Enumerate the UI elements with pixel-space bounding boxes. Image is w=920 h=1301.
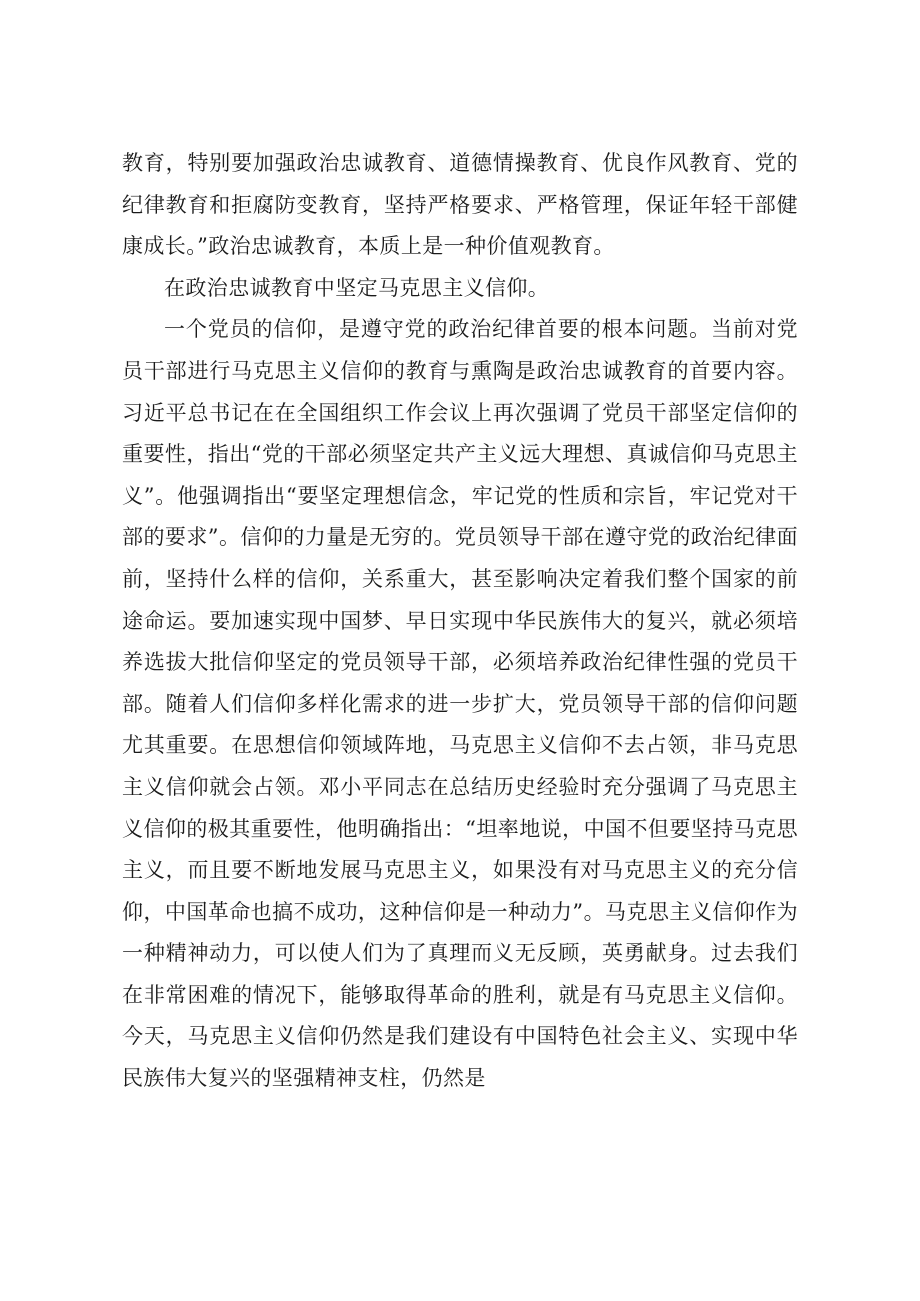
paragraph-party-member-belief: 一个党员的信仰，是遵守党的政治纪律首要的根本问题。当前对党员干部进行马克思主义信仰的教育与熏陶是政治忠诚教育的首要内容。习近平总书记在在全国组织工作会议上再次强调了党员干部坚定信仰的重要性，指出“党的干部必须坚定共产主义远大理想、真诚信仰马克思主义”。他强调指出“要坚定理想信念，牢记党的性质和宗旨，牢记党对干部的要求”。信仰的力量是无穷的。党员领导干部在遵守党的政治纪律面前，坚持什么样的信仰，关系重大，甚至影响决定着我们整个国家的前途命运。要加速实现中国梦、早日实现中华民族伟大的复兴，就必须培养选拔大批信仰坚定的党员领导干部，必须培养政治纪律性强的党员干部。随着人们信仰多样化需求的进一步扩大，党员领导干部的信仰问题尤其重要。在思想信仰领域阵地，马克思主义信仰不去占领，非马克思主义信仰就会占领。邓小平同志在总结历史经验时充分强调了马克思主义信仰的极其重要性，他明确指出：“坦率地说，中国不但要坚持马克思主义，而且要不断地发展马克思主义，如果没有对马克思主义的充分信仰，中国革命也搞不成功，这种信仰是一种动力”。马克思主义信仰作为一种精神动力，可以使人们为了真理而义无反顾，英勇献身。过去我们在非常困难的情况下，能够取得革命的胜利，就是有马克思主义信仰。今天，马克思主义信仰仍然是我们建设有中国特色社会主义、实现中华民族伟大复兴的坚强精神支柱，仍然是 [122, 317, 798, 1091]
document-body [122, 143, 798, 1100]
paragraph-heading-marxist-belief: 在政治忠诚教育中坚定马克思主义信仰。 [164, 275, 550, 300]
paragraph-continuation: 教育，特别要加强政治忠诚教育、道德情操教育、优良作风教育、党的纪律教育和拒腐防变教育，坚持严格要求、严格管理，保证年轻干部健康成长。”政治忠诚教育，本质上是一种价值观教育。 [122, 151, 798, 259]
